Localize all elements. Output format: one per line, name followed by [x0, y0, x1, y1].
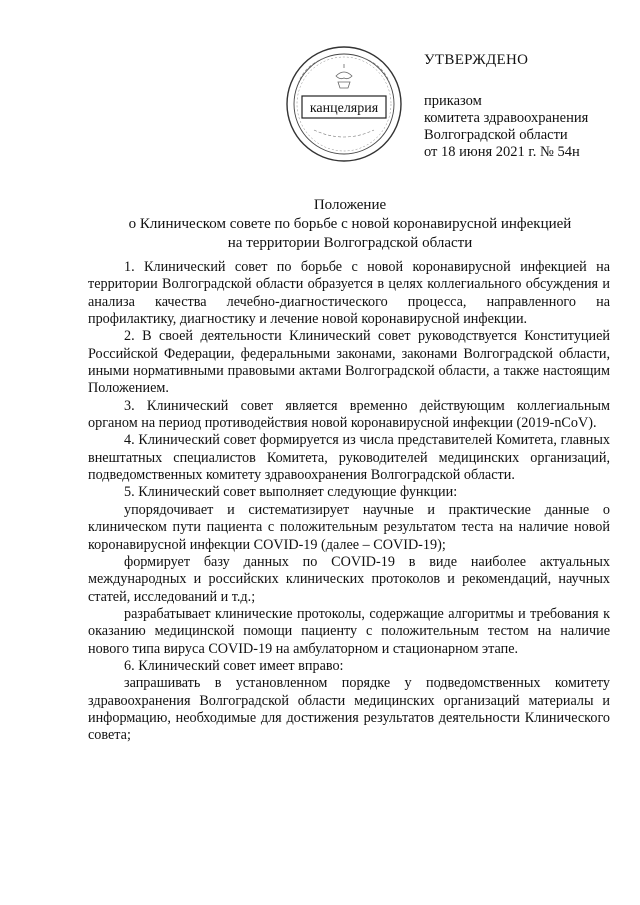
title-line: о Клиническом совете по борьбе с новой коронавирусной инфекцией	[128, 216, 572, 232]
paragraph: 1. Клинический совет по борьбе с новой коронавирусной инфекцией на территории Волгоградской области образуется в целях коллегиального обсуждения и анализа качества лечебно-диагностического процесса, направленного на профилактику, диагностику и лечение новой коронавирусной инфекции.	[88, 259, 610, 328]
approval-line: комитета здравоохранения	[424, 110, 589, 126]
paragraph: формирует базу данных по COVID-19 в виде наиболее актуальных международных и российских клинических протоколов и рекомендаций, научных статей, исследований и т.д.;	[88, 553, 610, 605]
paragraph: запрашивать в установленном порядке у подведомственных комитету здравоохранения Волгоградской области медицинских организаций материалы и информацию, необходимые для достижения результатов деятельности Клинического совета;	[88, 675, 610, 744]
document-body	[88, 259, 610, 745]
paragraph: 4. Клинический совет формируется из числа представителей Комитета, главных внештатных специалистов Комитета, руководителей медицинских организаций, подведомственных комитету здравоохранения Волгоградской области.	[88, 432, 610, 484]
approval-line: от 18 июня 2021 г. № 54н	[424, 144, 580, 160]
paragraph: разрабатывает клинические протоколы, содержащие алгоритмы и требования к оказанию медицинской помощи пациенту с положительным тестом на наличие нового типа вируса COVID-19 на амбулаторном и стационарном этапе.	[88, 605, 610, 657]
title-line: на территории Волгоградской области	[227, 235, 473, 251]
approval-line: Волгоградской области	[424, 127, 568, 143]
paragraph: 3. Клинический совет является временно действующим коллегиальным органом на период противодействия новой коронавирусной инфекции (2019-nCoV).	[88, 397, 610, 432]
paragraph: 6. Клинический совет имеет вправо:	[124, 657, 344, 674]
document-title	[88, 196, 612, 253]
approval-block	[424, 52, 634, 161]
title-line: Положение	[313, 197, 387, 213]
emblem-icon	[336, 64, 352, 88]
stamp-label: канцелярия	[309, 101, 379, 116]
approval-line: приказом	[424, 93, 482, 109]
office-stamp	[284, 44, 404, 164]
paragraph: 2. В своей деятельности Клинический совет руководствуется Конституцией Российской Федерации, федеральными законами, законами Волгоградской области, иными нормативными правовыми актами Волгоградской области, а также настоящим Положением.	[88, 328, 610, 397]
paragraph: 5. Клинический совет выполняет следующие функции:	[124, 484, 458, 501]
approval-heading: УТВЕРЖДЕНО	[424, 52, 529, 68]
paragraph: упорядочивает и систематизирует научные и практические данные о клиническом пути пациента с положительным результатом теста на наличие новой коронавирусной инфекции COVID-19 (далее – COVID-19);	[88, 501, 610, 553]
